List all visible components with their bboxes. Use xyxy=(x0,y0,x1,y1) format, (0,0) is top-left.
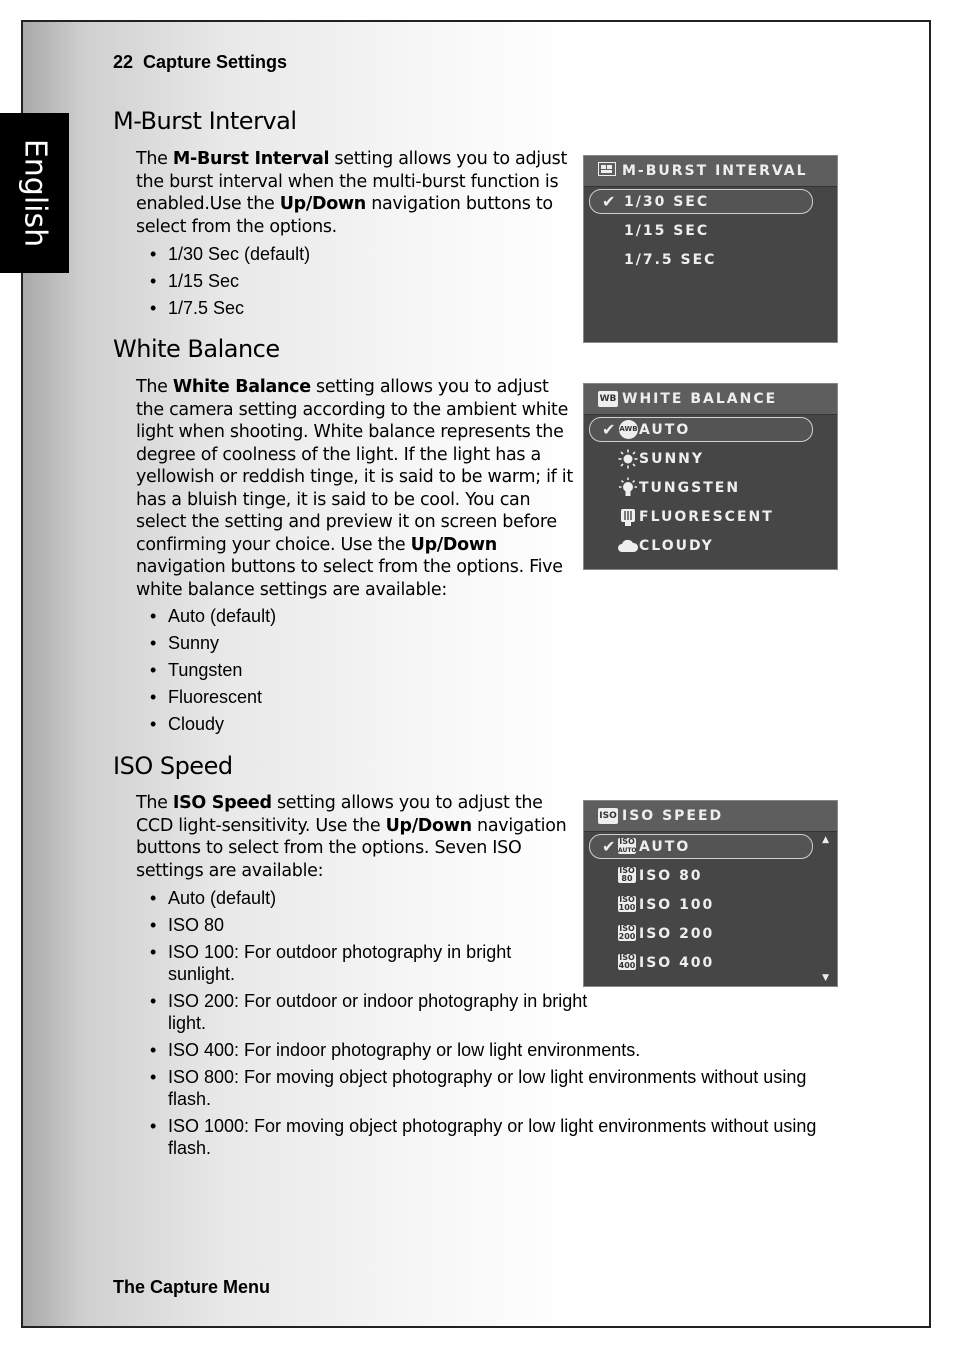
bullet: • xyxy=(150,687,157,707)
burst-text-2: setting allows you to adjust the burst interval when the multi-burst function is enabled.Use the xyxy=(136,149,568,214)
option-text: ISO 100: For outdoor photography in bright sunlight. xyxy=(168,942,512,984)
option-text: Tungsten xyxy=(168,660,243,680)
page-header: 22 Capture Settings xyxy=(113,52,288,72)
menu-item-label: FLUORESCENT xyxy=(639,508,774,525)
language-tab-label: English xyxy=(17,138,52,248)
option-text: 1/30 Sec (default) xyxy=(168,244,311,264)
list-item xyxy=(150,713,276,735)
iso-menu-item-auto[interactable] xyxy=(584,832,837,861)
page-footer: The Capture Menu xyxy=(113,1277,271,1297)
bullet: • xyxy=(150,888,157,908)
wb-menu-item-sunny[interactable] xyxy=(584,444,837,473)
list-item xyxy=(150,243,310,265)
wb-menu-item-cloudy[interactable] xyxy=(584,531,837,560)
burst-options-list xyxy=(150,243,310,319)
bullet: • xyxy=(150,244,157,264)
burst-menu-item-1-30[interactable] xyxy=(584,187,837,216)
icon-text: ISO xyxy=(619,866,635,875)
menu-item-label: 1/15 SEC xyxy=(624,222,710,239)
iso-menu-item-80[interactable] xyxy=(584,861,837,890)
icon-text: 400 xyxy=(618,961,636,970)
iso-text-1: The xyxy=(136,793,173,813)
burst-bold-2: Up/Down xyxy=(279,194,366,214)
check-icon: ✔ xyxy=(602,192,618,211)
iso-menu-item-400[interactable] xyxy=(584,948,837,977)
iso-auto-icon xyxy=(618,838,636,854)
burst-menu-title: M-BURST INTERVAL xyxy=(622,163,808,179)
wb-bold-1: White Balance xyxy=(172,377,311,397)
bullet: • xyxy=(150,1116,157,1136)
scroll-down-icon[interactable]: ▼ xyxy=(822,973,831,983)
list-item xyxy=(150,941,568,985)
fluorescent-icon xyxy=(619,507,637,531)
list-item xyxy=(150,297,310,319)
wb-heading: White Balance xyxy=(113,335,280,363)
burst-menu-screen xyxy=(583,155,838,343)
wb-menu-item-tungsten[interactable] xyxy=(584,473,837,502)
wb-menu-title: WHITE BALANCE xyxy=(622,391,778,407)
wb-menu-screen xyxy=(583,383,838,570)
sun-icon xyxy=(618,449,638,473)
bullet: • xyxy=(150,298,157,318)
option-text: ISO 80 xyxy=(168,915,225,935)
option-text: ISO 1000: For moving object photography or low light environments without using flash. xyxy=(168,1116,817,1158)
list-item xyxy=(150,990,588,1034)
option-text: ISO 400: For indoor photography or low light environments. xyxy=(168,1040,641,1060)
wb-bold-2: Up/Down xyxy=(410,534,497,555)
option-text: Auto (default) xyxy=(168,888,277,908)
iso-200-icon xyxy=(618,925,636,941)
wb-text-3: navigation buttons to select from the options. Five white balance settings are available: xyxy=(136,557,563,600)
iso-paragraph xyxy=(136,792,572,882)
list-item xyxy=(150,632,276,654)
menu-item-label: AUTO xyxy=(639,421,691,438)
list-item xyxy=(150,659,276,681)
menu-item-label: ISO 100 xyxy=(639,896,715,913)
iso-80-icon xyxy=(618,867,636,883)
list-item xyxy=(150,605,276,627)
icon-text: 100 xyxy=(618,903,636,912)
icon-text: 80 xyxy=(621,874,633,883)
iso-bold-1: ISO Speed xyxy=(172,793,272,813)
list-item xyxy=(150,270,310,292)
bullet: • xyxy=(150,606,157,626)
menu-item-label: 1/7.5 SEC xyxy=(624,251,717,268)
iso-menu-item-100[interactable] xyxy=(584,890,837,919)
burst-text-3: navigation buttons to select from the options. xyxy=(136,194,553,237)
iso-text-2: setting allows you to adjust the CCD light-sensitivity. Use the xyxy=(136,793,543,836)
iso-menu-item-200[interactable] xyxy=(584,919,837,948)
iso-mode-icon: ISO xyxy=(598,808,618,824)
iso-text-3: navigation buttons to select from the options. Seven ISO settings are available: xyxy=(136,815,567,881)
bullet: • xyxy=(150,1040,157,1060)
list-item xyxy=(150,686,276,708)
iso-menu-title: ISO SPEED xyxy=(622,808,724,824)
bullet: • xyxy=(150,633,157,653)
icon-text: ISO xyxy=(619,895,635,904)
menu-item-label: ISO 80 xyxy=(639,867,703,884)
burst-menu-item-1-7-5[interactable] xyxy=(584,245,837,274)
wb-text-2: setting allows you to adjust the camera setting according to the ambient white light when shooting. White balance represents the degree of coolness of the light. If the light has a yellowish or reddish tinge, it is said to be warm; if it has a bluish tinge, it is said to be cool. You can select the setting and preview it on screen before confirming your choice. Use the xyxy=(136,377,573,555)
bullet: • xyxy=(150,714,157,734)
option-text: ISO 200: For outdoor or indoor photography in bright light. xyxy=(168,991,588,1033)
burst-paragraph xyxy=(136,148,576,238)
burst-menu-item-1-15[interactable] xyxy=(584,216,837,245)
option-text: 1/7.5 Sec xyxy=(168,298,245,318)
iso-menu-title-bar xyxy=(584,801,837,832)
wb-options-list xyxy=(150,605,276,735)
wb-text-1: The xyxy=(136,377,173,397)
list-item xyxy=(150,1039,838,1061)
burst-bold-1: M-Burst Interval xyxy=(172,149,330,169)
burst-mode-icon xyxy=(598,162,616,180)
burst-heading: M-Burst Interval xyxy=(113,107,297,135)
check-icon: ✔ xyxy=(602,420,618,439)
option-text: 1/15 Sec xyxy=(168,271,240,291)
icon-text: 200 xyxy=(618,932,636,941)
wb-paragraph xyxy=(136,376,576,601)
icon-text: ISO xyxy=(619,953,635,962)
iso-bold-2: Up/Down xyxy=(385,815,472,836)
icon-text: ISO xyxy=(619,924,635,933)
bullet: • xyxy=(150,660,157,680)
wb-menu-item-fluorescent[interactable] xyxy=(584,502,837,531)
bullet: • xyxy=(150,915,157,935)
burst-text-1: The xyxy=(136,149,173,169)
bullet: • xyxy=(150,1067,157,1087)
iso-menu-screen xyxy=(583,800,838,987)
option-text: Sunny xyxy=(168,633,220,653)
option-text: Fluorescent xyxy=(168,687,263,707)
list-item xyxy=(150,1066,828,1110)
scroll-up-icon[interactable]: ▲ xyxy=(822,835,831,845)
bullet: • xyxy=(150,271,157,291)
iso-100-icon xyxy=(618,896,636,912)
bullet: • xyxy=(150,991,157,1011)
cloud-icon xyxy=(617,538,639,558)
option-text: Cloudy xyxy=(168,714,225,734)
menu-item-label: TUNGSTEN xyxy=(639,479,741,496)
bullet: • xyxy=(150,942,157,962)
iso-400-icon xyxy=(618,954,636,970)
icon-text: ISO xyxy=(619,837,635,846)
option-text: ISO 800: For moving object photography or low light environments without using flash. xyxy=(168,1067,807,1109)
wb-menu-title-bar xyxy=(584,384,837,415)
menu-item-label: SUNNY xyxy=(639,450,705,467)
burst-menu-title-bar xyxy=(584,156,837,187)
icon-text: AUTO xyxy=(618,847,637,854)
check-icon: ✔ xyxy=(602,837,618,856)
menu-item-label: ISO 200 xyxy=(639,925,715,942)
awb-icon: AWB xyxy=(619,420,638,439)
iso-heading: ISO Speed xyxy=(113,752,233,780)
language-tab xyxy=(0,113,69,273)
wb-mode-icon: WB xyxy=(598,391,618,407)
option-text: Auto (default) xyxy=(168,606,277,626)
wb-menu-item-auto[interactable] xyxy=(584,415,837,444)
menu-item-label: ISO 400 xyxy=(639,954,715,971)
list-item xyxy=(150,1115,838,1159)
menu-item-label: 1/30 SEC xyxy=(624,193,710,210)
bulb-icon xyxy=(618,477,638,503)
menu-item-label: AUTO xyxy=(639,838,691,855)
menu-item-label: CLOUDY xyxy=(639,537,714,554)
